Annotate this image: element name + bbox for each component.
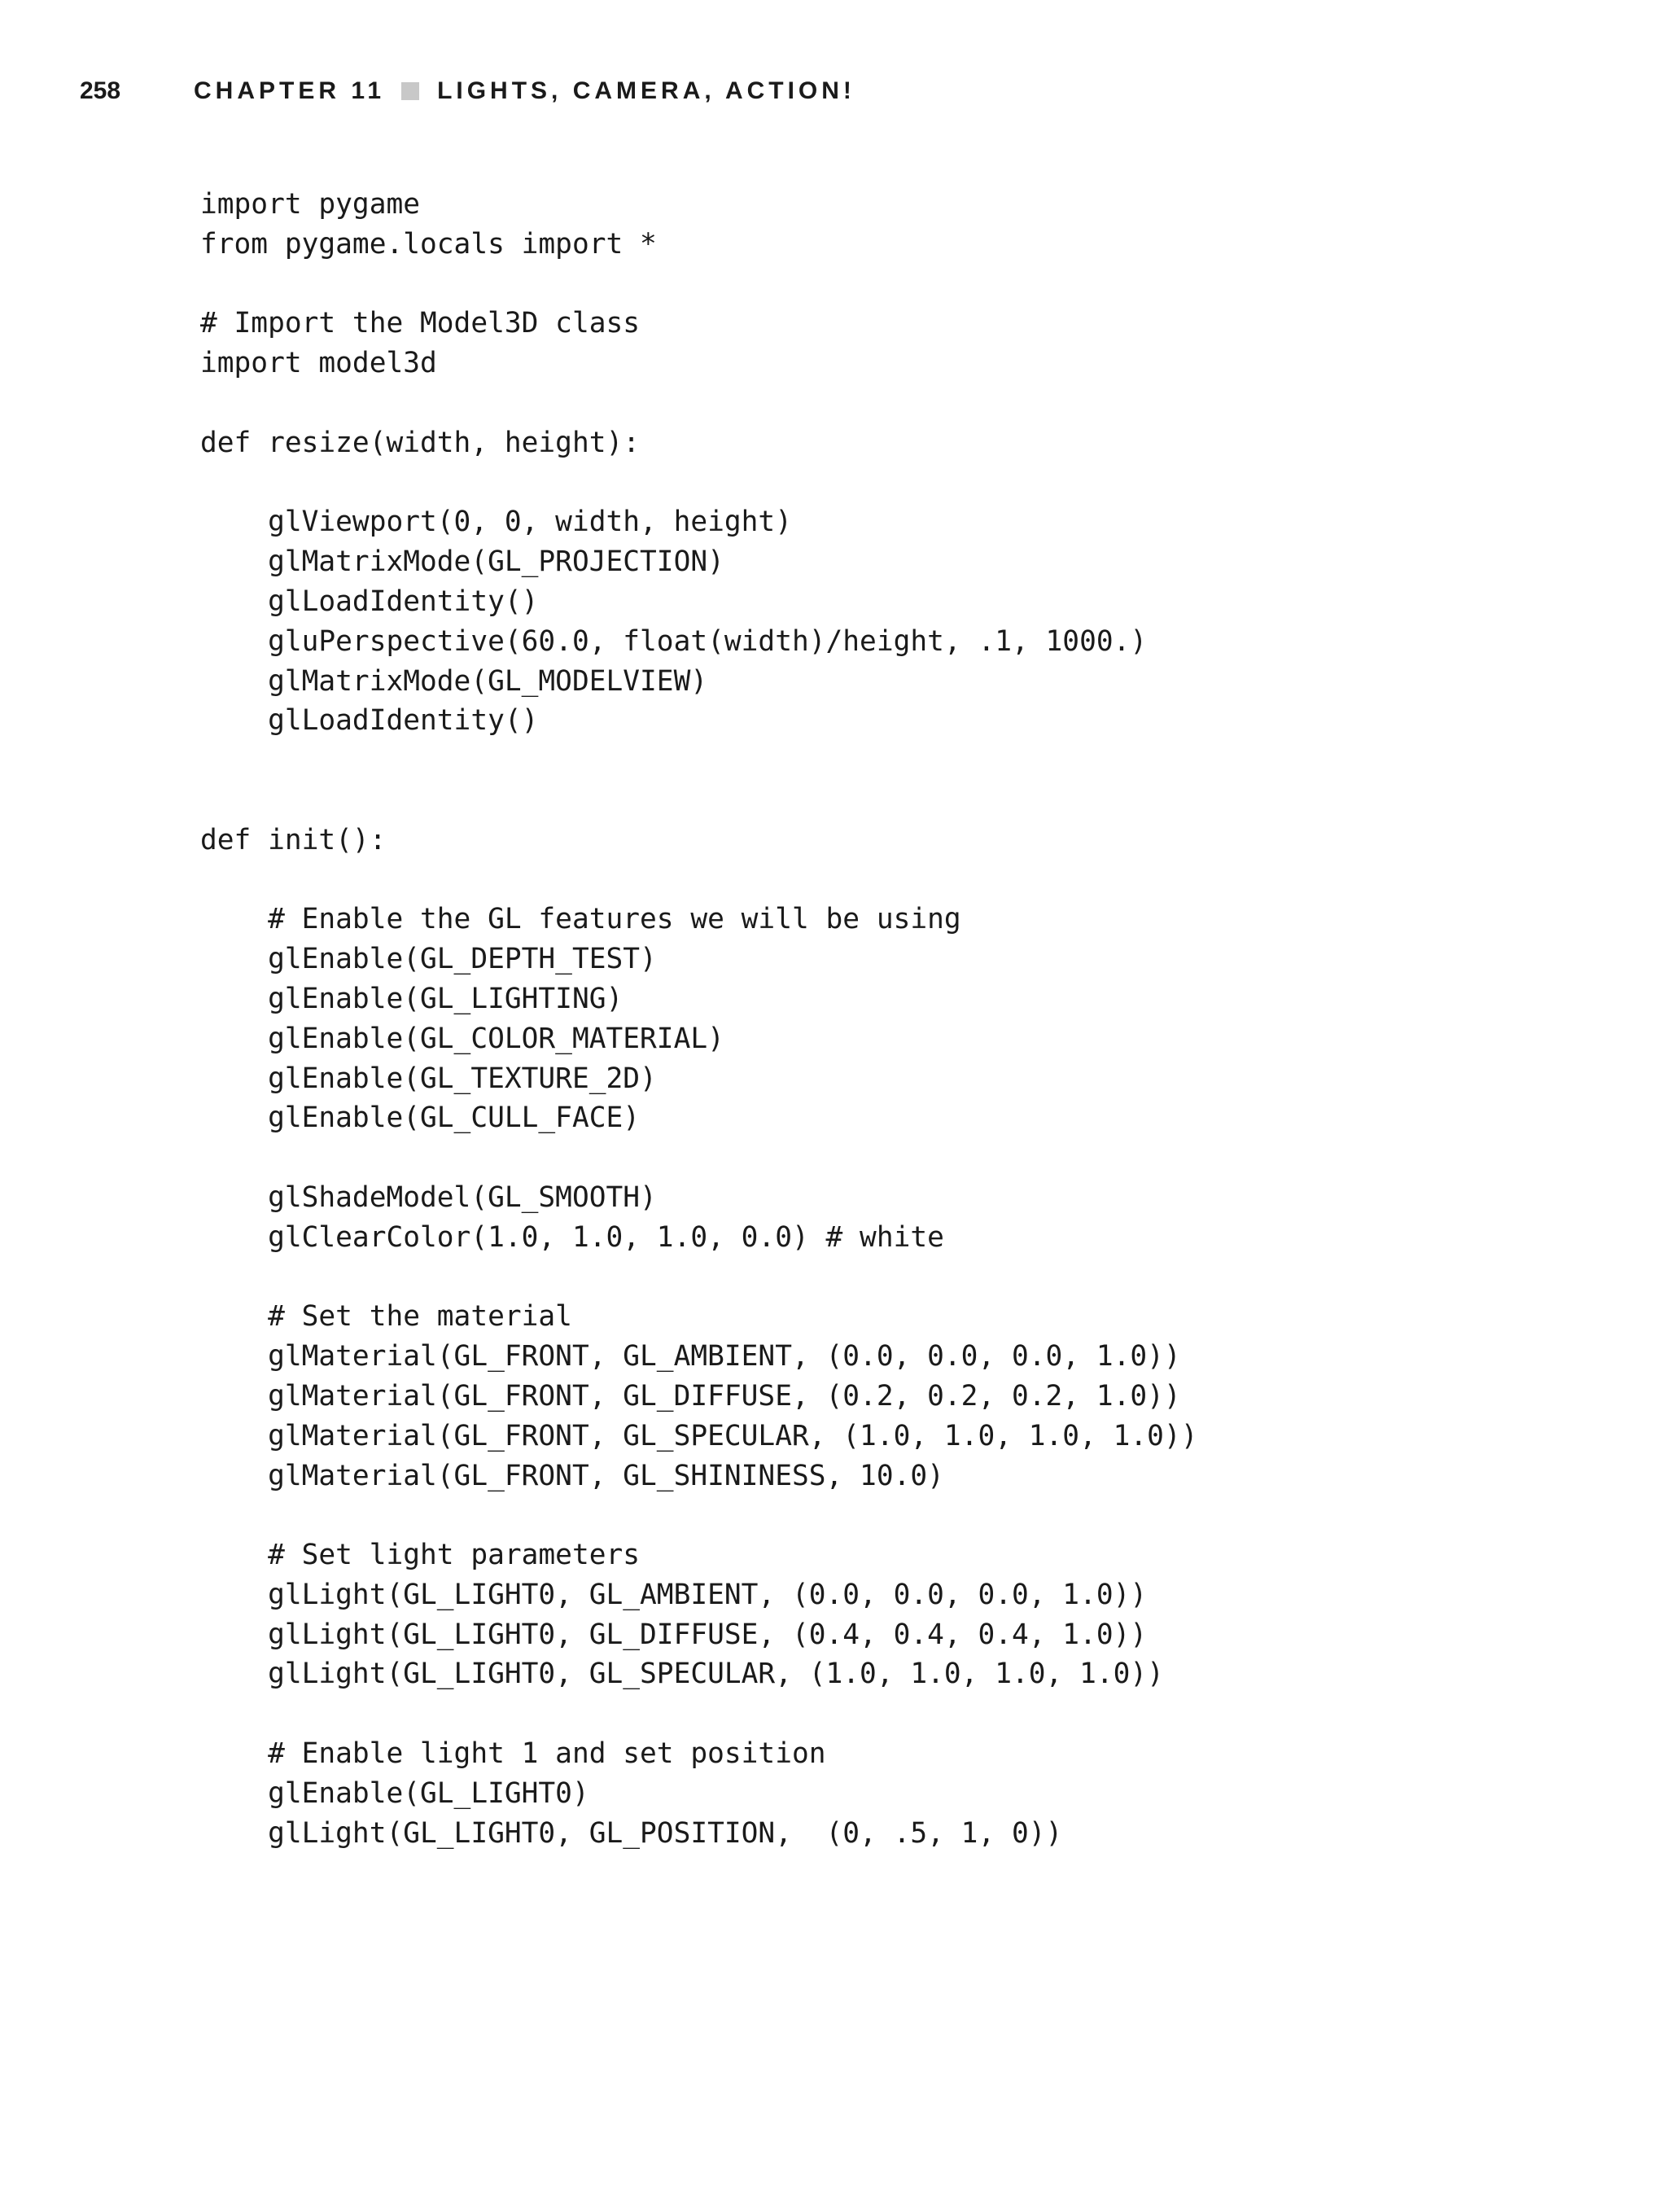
code-line: import pygame — [200, 188, 421, 221]
code-line: glShadeModel(GL_SMOOTH) — [200, 1180, 657, 1214]
code-line — [200, 1258, 1197, 1298]
code-line — [200, 861, 1197, 900]
code-line: glMatrixMode(GL_MODELVIEW) — [200, 664, 708, 698]
code-line — [200, 463, 1197, 503]
header-separator-square — [401, 82, 419, 100]
code-line: glMaterial(GL_FRONT, GL_SPECULAR, (1.0, 1.0, 1.0, 1.0)) — [200, 1419, 1198, 1452]
code-line: glLight(GL_LIGHT0, GL_AMBIENT, (0.0, 0.0, 0.0, 1.0)) — [200, 1578, 1148, 1611]
code-line: glMaterial(GL_FRONT, GL_AMBIENT, (0.0, 0.0, 0.0, 1.0)) — [200, 1340, 1181, 1373]
code-line — [200, 383, 1197, 423]
code-line: glClearColor(1.0, 1.0, 1.0, 0.0) # white — [200, 1220, 944, 1254]
code-line: # Set light parameters — [200, 1539, 641, 1572]
code-line: glEnable(GL_LIGHT0) — [200, 1776, 589, 1810]
code-line: glEnable(GL_DEPTH_TEST) — [200, 943, 657, 976]
code-line — [200, 1138, 1197, 1178]
code-line: import model3d — [200, 347, 437, 380]
code-line: # Enable light 1 and set position — [200, 1737, 826, 1771]
chapter-label: CHAPTER 11 — [194, 77, 386, 104]
code-line: from pygame.locals import * — [200, 227, 657, 261]
code-line — [200, 741, 1197, 781]
page-number: 258 — [80, 77, 121, 104]
code-line: glMatrixMode(GL_PROJECTION) — [200, 545, 724, 579]
code-line: glLoadIdentity() — [200, 704, 539, 738]
code-line: glEnable(GL_CULL_FACE) — [200, 1102, 641, 1135]
code-line: glLight(GL_LIGHT0, GL_DIFFUSE, (0.4, 0.4, 0.4, 1.0)) — [200, 1618, 1148, 1651]
code-line: glMaterial(GL_FRONT, GL_DIFFUSE, (0.2, 0.2, 0.2, 1.0)) — [200, 1379, 1181, 1413]
code-line: glLight(GL_LIGHT0, GL_SPECULAR, (1.0, 1.0, 1.0, 1.0)) — [200, 1658, 1164, 1691]
running-header — [80, 75, 855, 107]
code-line: glEnable(GL_LIGHTING) — [200, 982, 623, 1015]
code-line — [200, 265, 1197, 304]
code-line: glMaterial(GL_FRONT, GL_SHININESS, 10.0) — [200, 1459, 944, 1492]
code-line — [200, 1694, 1197, 1734]
code-line — [200, 1496, 1197, 1535]
code-line: def resize(width, height): — [200, 426, 641, 459]
code-line: def init(): — [200, 823, 387, 856]
code-line: gluPerspective(60.0, float(width)/height, .1, 1000.) — [200, 624, 1148, 658]
code-line: glViewport(0, 0, width, height) — [200, 506, 792, 539]
code-line: glEnable(GL_TEXTURE_2D) — [200, 1062, 657, 1095]
code-line: # Enable the GL features we will be using — [200, 903, 961, 936]
code-line: glLoadIdentity() — [200, 585, 539, 618]
code-line: # Import the Model3D class — [200, 307, 641, 340]
code-line: # Set the material — [200, 1300, 572, 1334]
code-listing — [200, 185, 1197, 1853]
code-line: glLight(GL_LIGHT0, GL_POSITION, (0, .5, 1, 0)) — [200, 1816, 1063, 1850]
code-line: glEnable(GL_COLOR_MATERIAL) — [200, 1022, 724, 1055]
code-line — [200, 781, 1197, 821]
section-title: LIGHTS, CAMERA, ACTION! — [437, 77, 855, 104]
